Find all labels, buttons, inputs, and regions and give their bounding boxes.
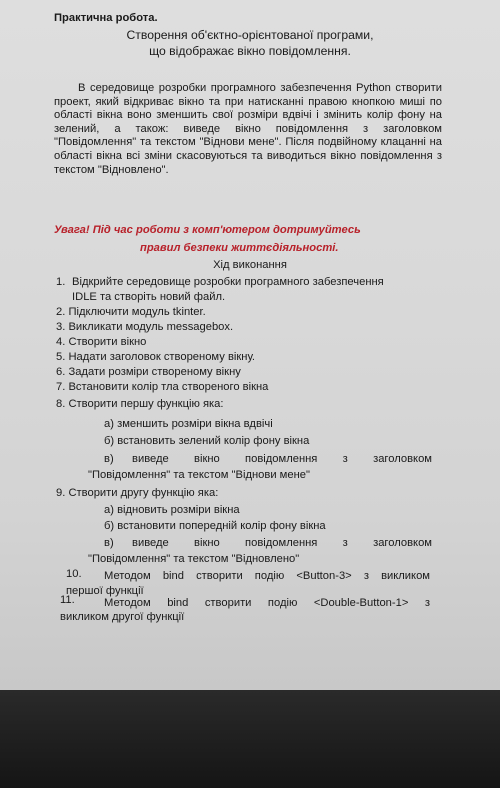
step-text: Створити першу функцію яка: bbox=[68, 398, 224, 410]
step-text: Створити вікно bbox=[68, 336, 147, 348]
step-5 bbox=[56, 351, 255, 364]
step-11-text: Методом bind створити подію <Double-Button-1> з bbox=[104, 597, 430, 609]
sub-letter: а) bbox=[104, 504, 114, 516]
work-label: Практична робота. bbox=[54, 12, 158, 24]
step-3 bbox=[56, 321, 233, 334]
sub-text: зменшить розміри вікна вдвічі bbox=[117, 418, 273, 430]
step-number: 6. bbox=[56, 366, 66, 378]
step-number: 7. bbox=[56, 381, 66, 393]
step-1 bbox=[56, 276, 65, 289]
step-1-text bbox=[72, 276, 438, 289]
document-title-line2: що відображає вікно повідомлення. bbox=[149, 44, 351, 58]
step-number: 3. bbox=[56, 321, 66, 333]
step-8-sub-c-letter: в) bbox=[104, 453, 114, 465]
step-8-sub-c-text: виведе вікно повідомлення з заголовком bbox=[132, 453, 432, 465]
safety-warning-line2: правил безпеки життєдіяльності. bbox=[140, 242, 339, 254]
step-9-sub-b bbox=[104, 520, 326, 533]
step-7 bbox=[56, 381, 268, 394]
step-text: Задати розміри створеному вікну bbox=[68, 366, 241, 378]
step-11-number: 11. bbox=[60, 594, 75, 606]
sub-text: встановити попередній колір фону вікна bbox=[117, 520, 326, 532]
step-text: Викликати модуль messagebox. bbox=[68, 321, 234, 333]
step-text: Створити другу функцію яка: bbox=[68, 487, 219, 499]
task-description: В середовище розробки програмного забезпечення Python створити проект, який відкриває вікно та при натисканні правою кнопкою миші по області вікна воно зменшить свої розміри вдвічі і змінить колір фону на зелений, а також: виведе вікно повідомлення з заголовком "Повідомлення" та текстом "Віднови мене". Після подвійному клацанні на області вікна всі зміни скасовуються та виводиться вікно повідомлення з текстом "Відновлено". bbox=[54, 82, 442, 176]
step-text: Підключити модуль tkinter. bbox=[68, 306, 206, 318]
step-9-sub-c-letter: в) bbox=[104, 537, 114, 549]
step-text: Встановити колір тла створеного вікна bbox=[68, 381, 269, 393]
step-number: 5. bbox=[56, 351, 66, 363]
step-number: 4. bbox=[56, 336, 66, 348]
step-10-text: Методом bind створити подію <Button-3> з викликом bbox=[104, 570, 430, 582]
step-2 bbox=[56, 306, 206, 319]
step-9-sub-a bbox=[104, 504, 240, 517]
sub-text: встановить зелений колір фону вікна bbox=[117, 435, 310, 447]
step-text: Надати заголовок створеному вікну. bbox=[68, 351, 256, 363]
sub-letter: б) bbox=[104, 435, 115, 447]
sub-letter: б) bbox=[104, 520, 115, 532]
document-title-line1: Створення об'єктно-орієнтованої програми, bbox=[126, 28, 374, 42]
step-8-sub-a bbox=[104, 418, 273, 431]
step-10-cont: першої функції bbox=[66, 585, 144, 597]
step-9-sub-c-text: виведе вікно повідомлення з заголовком bbox=[132, 537, 432, 549]
step-9-sub-c-cont: "Повідомлення" та текстом "Відновлено" bbox=[88, 553, 300, 565]
step-6 bbox=[56, 366, 241, 379]
safety-warning-line1: Увага! Під час роботи з комп'ютером дотримуйтесь bbox=[54, 224, 361, 236]
step-1-text-content: Відкрийте середовище розробки програмного забезпечення bbox=[72, 276, 384, 288]
step-8 bbox=[56, 398, 224, 411]
step-8-sub-c-cont: "Повідомлення" та текстом "Віднови мене" bbox=[88, 469, 310, 481]
step-8-sub-b bbox=[104, 435, 309, 448]
step-number: 1. bbox=[56, 276, 66, 288]
step-number: 2. bbox=[56, 306, 66, 318]
step-10-number: 10. bbox=[66, 568, 82, 580]
step-number: 9. bbox=[56, 487, 66, 499]
sub-letter: а) bbox=[104, 418, 114, 430]
step-11-cont: викликом другої функції bbox=[60, 611, 185, 623]
step-4 bbox=[56, 336, 146, 349]
dark-background bbox=[0, 690, 500, 788]
step-9 bbox=[56, 487, 218, 500]
step-1-cont: IDLE та створіть новий файл. bbox=[72, 291, 226, 303]
sub-text: відновить розміри вікна bbox=[117, 504, 240, 516]
procedure-heading: Хід виконання bbox=[213, 259, 287, 271]
step-number: 8. bbox=[56, 398, 66, 410]
